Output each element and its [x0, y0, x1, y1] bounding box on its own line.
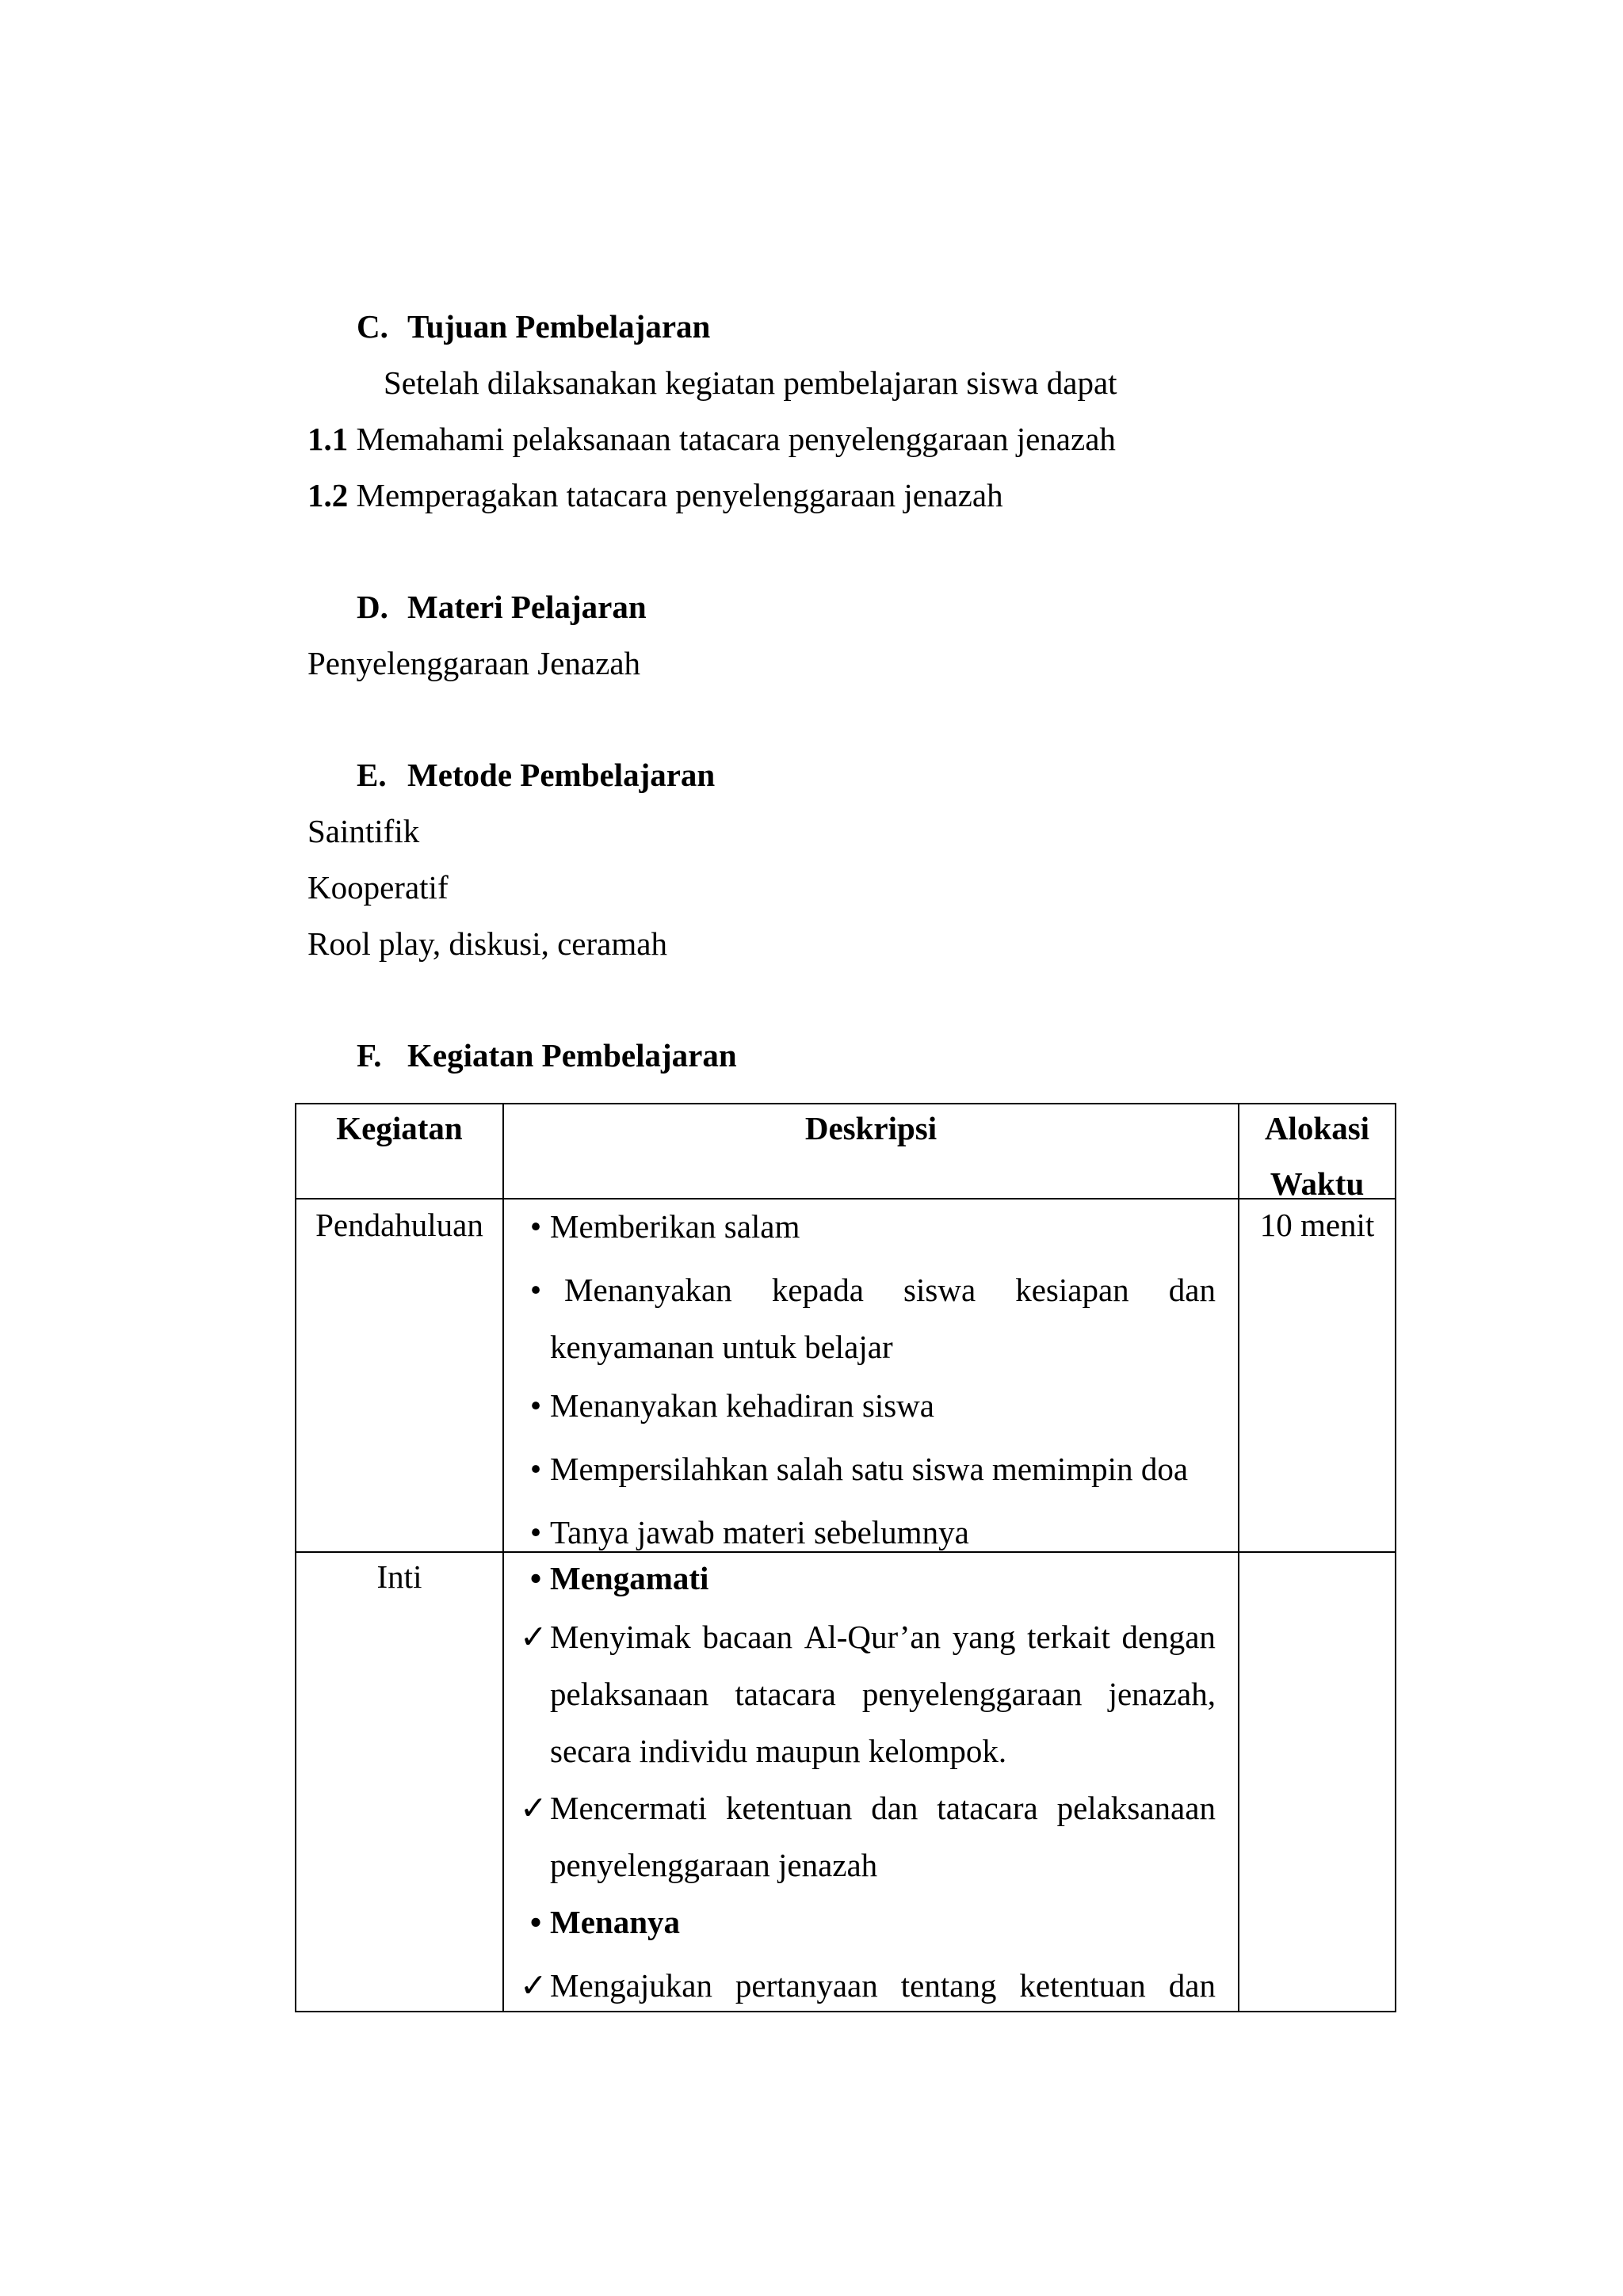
list-item [521, 1903, 680, 1942]
section-f-title: Kegiatan Pembelajaran [407, 1037, 737, 1074]
word: Menyimak [550, 1619, 691, 1655]
check-item [520, 1789, 550, 1828]
check-item-text-line [550, 1618, 1216, 1657]
list-item [521, 1386, 934, 1425]
check-item-text-line: secara individu maupun kelompok. [550, 1733, 1007, 1769]
row-kegiatan-inti: Inti [376, 1558, 422, 1595]
check-item-text-line [550, 1966, 1216, 2005]
word: kesiapan [1015, 1272, 1129, 1308]
word: Mencermati [550, 1790, 708, 1826]
word: bacaan [702, 1619, 793, 1655]
list-item-text: Tanya jawab materi sebelumnya [550, 1514, 969, 1550]
word: dan [1168, 1967, 1216, 2004]
objective-1-2 [307, 476, 1003, 515]
check-item [520, 1966, 550, 2005]
subheading-mengamati: Mengamati [550, 1560, 709, 1596]
bullet-icon: • [529, 1514, 542, 1550]
objective-1-1-number: 1.1 [307, 421, 349, 457]
word: pertanyaan [735, 1967, 878, 2004]
table-border-top [295, 1103, 1396, 1104]
bullet-icon: • [529, 1208, 542, 1245]
word: dan [871, 1790, 918, 1826]
method-line: Rool play, diskusi, ceramah [307, 925, 667, 962]
header-kegiatan: Kegiatan [336, 1110, 463, 1146]
word: pelaksanaan [550, 1676, 709, 1712]
method-line: Saintifik [307, 813, 420, 849]
word: jenazah, [1108, 1676, 1216, 1712]
objective-1-1-text: Memahami pelaksanaan tatacara penyelenggaraan jenazah [348, 421, 1116, 457]
section-d-body: Penyelenggaraan Jenazah [307, 645, 641, 681]
bullet-icon: • [529, 1451, 542, 1487]
section-e-heading [357, 756, 715, 795]
list-item [521, 1207, 800, 1246]
objective-1-2-number: 1.2 [307, 477, 349, 513]
section-f-heading [357, 1036, 737, 1075]
activities-table [295, 1103, 1396, 2012]
word: Al-Qur’an [804, 1619, 941, 1655]
check-icon: ✓ [520, 1967, 548, 2004]
section-e-number: E. [357, 757, 387, 793]
check-item-text-line: penyelenggaraan jenazah [550, 1847, 878, 1883]
check-icon: ✓ [520, 1790, 548, 1826]
word: tatacara [735, 1676, 836, 1712]
row-waktu-pendahuluan: 10 menit [1259, 1207, 1375, 1243]
section-c-title: Tujuan Pembelajaran [407, 308, 711, 345]
word: ketentuan [725, 1790, 853, 1826]
word: ketentuan [1019, 1967, 1146, 2004]
list-item-text: Memberikan salam [550, 1208, 800, 1245]
section-d-number: D. [357, 589, 388, 625]
word: siswa [903, 1272, 976, 1308]
list-item [521, 1271, 550, 1310]
word: Mengajukan [550, 1967, 712, 2004]
list-item [521, 1559, 708, 1598]
section-e-title: Metode Pembelajaran [407, 757, 716, 793]
list-item [521, 1513, 969, 1552]
header-deskripsi: Deskripsi [804, 1110, 938, 1146]
check-item-text-line [550, 1675, 1216, 1714]
bullet-icon: • [529, 1272, 542, 1308]
list-item-text-line [564, 1271, 1216, 1310]
word: terkait [1027, 1619, 1110, 1655]
list-item-text: Mempersilahkan salah satu siswa memimpin doa [550, 1451, 1189, 1487]
list-item [521, 1450, 1188, 1489]
bullet-icon: • [529, 1387, 542, 1424]
bullet-icon: • [529, 1560, 542, 1596]
bullet-icon: • [529, 1904, 542, 1940]
check-item [520, 1618, 550, 1657]
word: tatacara [937, 1790, 1038, 1826]
row-kegiatan-pendahuluan: Pendahuluan [315, 1207, 483, 1243]
subheading-menanya: Menanya [550, 1904, 680, 1940]
objective-1-2-text: Memperagakan tatacara penyelenggaraan jenazah [348, 477, 1003, 513]
word: Menanyakan [564, 1272, 732, 1308]
section-d-title: Materi Pelajaran [407, 589, 647, 625]
word: yang [952, 1619, 1016, 1655]
table-row-divider [295, 1198, 1396, 1199]
section-c-number: C. [357, 308, 388, 345]
section-c-intro: Setelah dilaksanakan kegiatan pembelajaran siswa dapat [384, 364, 1117, 401]
list-item-text: Menanyakan kehadiran siswa [550, 1387, 934, 1424]
word: dan [1168, 1272, 1216, 1308]
word: dengan [1121, 1619, 1216, 1655]
check-item-text-line [550, 1789, 1216, 1828]
header-waktu: Waktu [1270, 1165, 1365, 1202]
word: penyelenggaraan [861, 1676, 1083, 1712]
section-f-number: F. [357, 1037, 382, 1074]
table-border-right [1395, 1103, 1396, 2012]
header-alokasi: Alokasi [1264, 1110, 1370, 1146]
method-line: Kooperatif [307, 869, 449, 906]
word: pelaksanaan [1056, 1790, 1216, 1826]
section-c-heading [357, 307, 710, 346]
table-border-bottom [295, 2011, 1396, 2012]
list-item-text-line: kenyamanan untuk belajar [550, 1329, 893, 1365]
word: tentang [900, 1967, 997, 2004]
word: kepada [771, 1272, 864, 1308]
objective-1-1 [307, 420, 1116, 459]
section-d-heading [357, 588, 647, 627]
check-icon: ✓ [520, 1619, 548, 1655]
